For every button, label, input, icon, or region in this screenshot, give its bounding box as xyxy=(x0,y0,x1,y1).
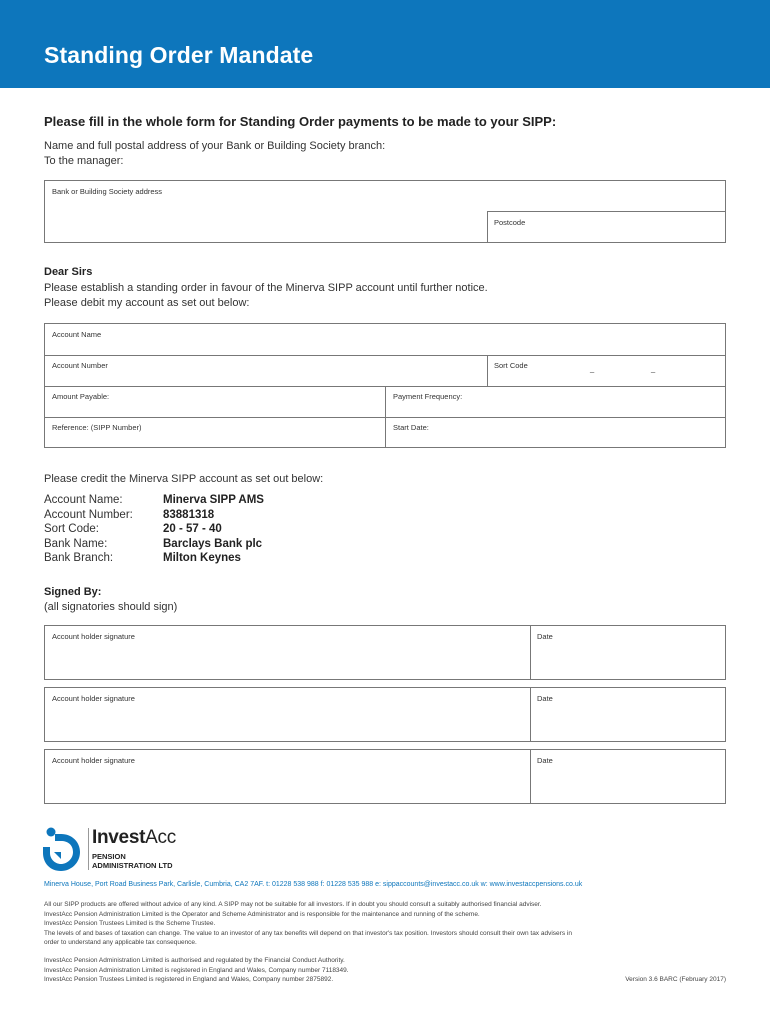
credit-label: Bank Name: xyxy=(44,537,108,550)
debit-details-table xyxy=(44,323,726,448)
credit-value: Minerva SIPP AMS xyxy=(163,494,264,506)
reference-field[interactable]: Reference: (SIPP Number) xyxy=(52,423,142,432)
credit-label: Account Number: xyxy=(44,508,133,521)
credit-value: 83881318 xyxy=(163,508,215,521)
sort-code-field[interactable]: Sort Code xyxy=(494,361,528,370)
signature-box[interactable] xyxy=(44,749,726,804)
divider xyxy=(530,750,531,803)
divider xyxy=(487,211,488,243)
signature-box[interactable] xyxy=(44,625,726,680)
logo-divider xyxy=(88,828,89,870)
salutation: Dear Sirs xyxy=(44,266,93,278)
divider xyxy=(530,626,531,679)
credit-label: Bank Branch: xyxy=(44,552,114,564)
signature-label: Account holder signature xyxy=(52,756,135,765)
divider xyxy=(385,386,386,448)
logo-sub-2: ADMINISTRATION LTD xyxy=(92,861,173,870)
credit-row xyxy=(44,522,344,537)
credit-row xyxy=(44,493,344,508)
letter-line-1: Please establish a standing order in favour of the Minerva SIPP account until further notice. xyxy=(44,282,488,294)
amount-payable-field[interactable]: Amount Payable: xyxy=(52,392,110,401)
signature-label: Account holder signature xyxy=(52,632,135,641)
credit-row xyxy=(44,508,344,523)
footer-contact: Minerva House, Port Road Business Park, Carlisle, Cumbria, CA2 7AF. t: 01228 538 988 f: 01228 535 988 e: sippaccounts@investacc.co.uk w: www.investaccpensions.co.uk xyxy=(44,881,583,888)
intro-line-2: To the manager: xyxy=(44,155,124,167)
footer-line: InvestAcc Pension Trustees Limited is registered in England and Wales, Company number 2875892. xyxy=(44,976,334,983)
credit-value: 20 - 57 - 40 xyxy=(163,523,222,535)
date-label: Date xyxy=(537,632,553,641)
footer-line: All our SIPP products are offered without advice of any kind. A SIPP may not be suitable for all investors. If in doubt you should consult a suitably authorised financial adviser. xyxy=(44,901,542,908)
credit-label: Sort Code: xyxy=(44,523,99,535)
divider xyxy=(530,688,531,741)
footer-line: InvestAcc Pension Administration Limited is registered in England and Wales, Company number 7118349. xyxy=(44,966,349,974)
signature-label: Account holder signature xyxy=(52,694,135,703)
credit-row xyxy=(44,537,344,552)
logo-wordmark xyxy=(92,827,176,849)
payment-frequency-field[interactable]: Payment Frequency: xyxy=(393,392,463,401)
postcode-label: Postcode xyxy=(494,218,526,227)
credit-row xyxy=(44,551,344,566)
sort-code-separator: _ xyxy=(590,364,595,373)
footer-line: InvestAcc Pension Administration Limited is the Operator and Scheme Administrator and is responsible for the maintenance and running of the scheme. xyxy=(44,910,480,918)
date-label: Date xyxy=(537,694,553,703)
version-text: Version 3.6 BARC (February 2017) xyxy=(625,976,726,983)
credit-value: Milton Keynes xyxy=(163,552,241,564)
logo-sub-1: PENSION xyxy=(92,852,126,861)
logo-brand-light: Acc xyxy=(145,827,176,848)
divider xyxy=(487,355,488,386)
account-number-field[interactable]: Account Number xyxy=(52,361,108,370)
footer-line: InvestAcc Pension Trustees Limited is the Scheme Trustee. xyxy=(44,920,216,927)
credit-intro: Please credit the Minerva SIPP account as set out below: xyxy=(44,473,324,485)
intro-heading: Please fill in the whole form for Standing Order payments to be made to your SIPP: xyxy=(44,114,557,129)
letter-line-2: Please debit my account as set out below: xyxy=(44,297,250,309)
bank-address-box[interactable] xyxy=(44,180,726,243)
footer-registration xyxy=(44,956,544,985)
investacc-logo xyxy=(42,826,202,872)
divider xyxy=(45,355,725,356)
logo-brand-bold: Invest xyxy=(92,827,146,848)
bank-address-label: Bank or Building Society address xyxy=(52,187,163,196)
header-banner xyxy=(0,0,770,88)
intro-line-1: Name and full postal address of your Bank or Building Society branch: xyxy=(44,140,386,152)
divider xyxy=(487,211,726,212)
start-date-field[interactable]: Start Date: xyxy=(393,423,429,432)
page-title: Standing Order Mandate xyxy=(44,42,314,68)
footer-line: The levels of and bases of taxation can change. The value to an investor of any tax benefits will depend on that investor's tax position. Investors should consult their own tax advisers in xyxy=(44,929,572,937)
signature-box[interactable] xyxy=(44,687,726,742)
footer-line: order to understand any applicable tax consequence. xyxy=(44,939,197,946)
credit-value: Barclays Bank plc xyxy=(163,537,263,550)
account-name-field[interactable]: Account Name xyxy=(52,330,102,339)
signed-by-note: (all signatories should sign) xyxy=(44,601,178,613)
credit-label: Account Name: xyxy=(44,494,123,506)
signed-by-heading: Signed By: xyxy=(44,586,102,598)
footer-line: InvestAcc Pension Administration Limited is authorised and regulated by the Financial Conduct Authority. xyxy=(44,957,345,964)
credit-details-list xyxy=(44,493,344,566)
logo-mark-icon xyxy=(42,826,82,872)
sort-code-separator: _ xyxy=(651,364,656,373)
date-label: Date xyxy=(537,756,553,765)
footer-disclaimer xyxy=(44,900,734,948)
